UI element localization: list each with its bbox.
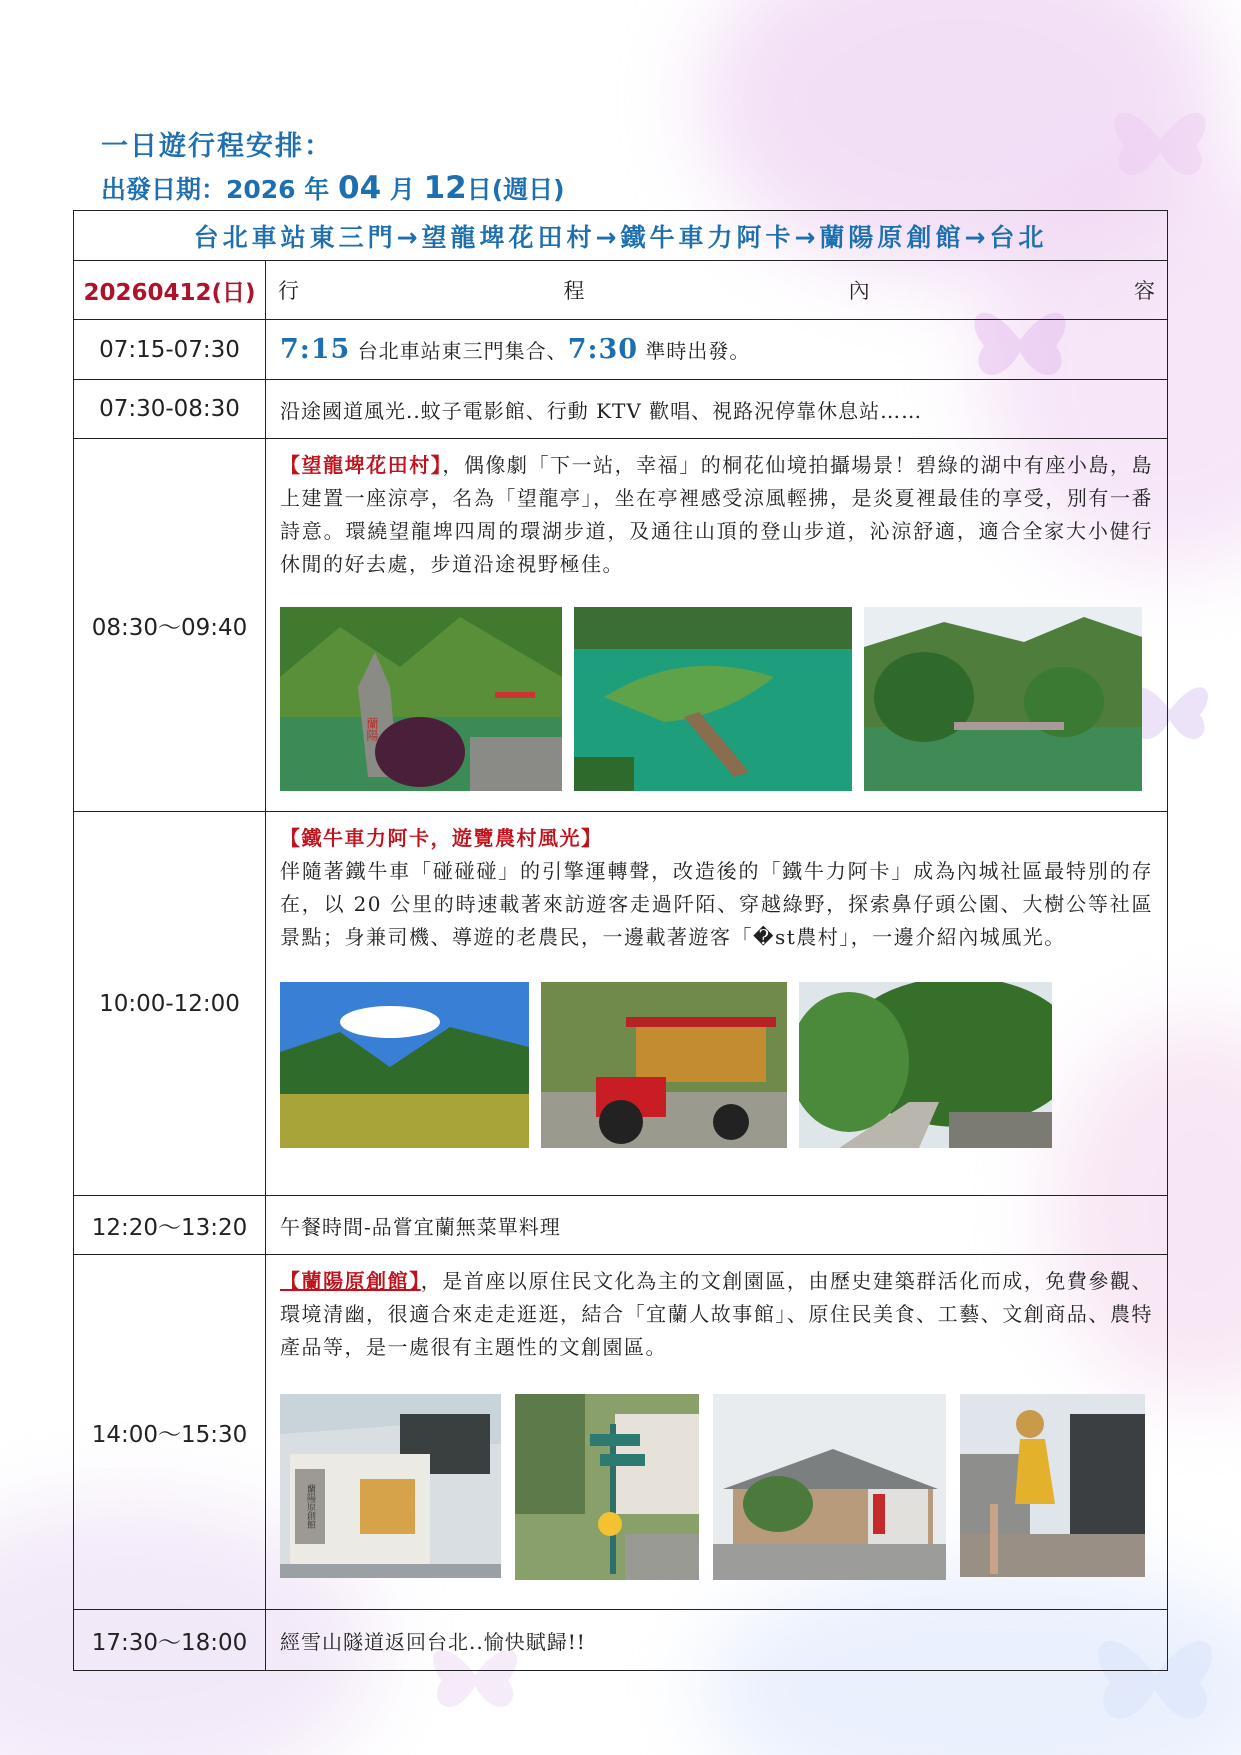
table-row <box>74 439 1168 812</box>
row-time: 10:00-12:00 <box>74 812 266 1196</box>
itinerary-table <box>73 210 1168 1671</box>
header-char: 內 <box>848 279 870 303</box>
departure-text: 準時出發。 <box>638 339 751 363</box>
attraction-title: 【鐵牛車力阿卡，遊覽農村風光】 <box>280 826 603 850</box>
table-row <box>74 320 1168 380</box>
header-date: 20260412(日) <box>74 261 266 320</box>
photo-stone-monument <box>280 607 562 791</box>
date-prefix: 出發日期：2026 年 <box>101 175 330 204</box>
row-time: 08:30～09:40 <box>74 439 266 812</box>
table-row <box>74 1610 1168 1671</box>
row-content <box>266 320 1168 380</box>
row-content: 午餐時間-品嘗宜蘭無菜單料理 <box>266 1196 1168 1255</box>
table-row <box>74 1255 1168 1610</box>
table-header-row <box>74 261 1168 320</box>
header-char: 行 <box>278 279 299 303</box>
row-time: 12:20～13:20 <box>74 1196 266 1255</box>
attraction-description: ，偶像劇「下一站，幸福」的桐花仙境拍攝場景！碧綠的湖中有座小島，島上建置一座涼亭，名為「望龍亭」，坐在亭裡感受涼風輕拂，是炎夏裡最佳的享受，別有一番詩意。環繞望龍埤四周的環湖步道，及通往山頂的登山步道，沁涼舒適，適合全家大小健行休閒的好去處，步道沿途視野極佳。 <box>280 453 1154 576</box>
header-content <box>266 261 1168 320</box>
attraction-description: ，是首座以原住民文化為主的文創園區，由歷史建築群活化而成，免費參觀、環境清幽，很適合來走走逛逛，結合「宜蘭人故事館」、原住民美食、工藝、文創商品、農特產品等，是一處很有主題性的文創園區。 <box>280 1269 1154 1359</box>
photo-museum-entrance <box>280 1394 501 1578</box>
row-time: 07:15-07:30 <box>74 320 266 380</box>
date-month-suffix: 月 <box>389 175 415 204</box>
row-content <box>266 1255 1168 1610</box>
row-content: 經雪山隧道返回台北..愉快賦歸!! <box>266 1610 1168 1671</box>
attraction-description: 伴隨著鐵牛車「碰碰碰」的引擎運轉聲，改造後的「鐵牛力阿卡」成為內城社區最特別的存在，以 20 公里的時速載著來訪遊客走過阡陌、穿越綠野，探索鼻仔頭公園、大樹公等社區景點；身兼司機、導遊的老農民，一邊載著遊客「�st農村」，一邊介紹內城風光。 <box>280 859 1153 949</box>
row-content: 沿途國道風光..蚊子電影館、行動 KTV 歡唱、視路況停靠休息站…… <box>266 380 1168 439</box>
photo-heritage-house <box>713 1394 946 1580</box>
photo-rice-fields <box>280 982 529 1148</box>
table-row <box>74 812 1168 1196</box>
museum-sign: 蘭陽原創館 <box>305 1484 315 1529</box>
header-char: 程 <box>563 279 585 303</box>
date-day: 12 <box>423 170 467 206</box>
attraction-title: 【蘭陽原創館】 <box>280 1269 421 1293</box>
photo-signpost <box>515 1394 699 1580</box>
attraction-title: 【望龍埤花田村】 <box>280 453 443 477</box>
photo-big-tree-road <box>799 982 1052 1148</box>
row-time: 17:30～18:00 <box>74 1610 266 1671</box>
photo-lake-island <box>574 607 852 791</box>
photo-lake-park <box>864 607 1142 791</box>
departure-date <box>101 170 565 206</box>
photo-dancer-sculpture <box>960 1394 1145 1577</box>
row-content <box>266 812 1168 1196</box>
meeting-time: 7:15 <box>280 334 351 365</box>
table-row <box>74 380 1168 439</box>
date-day-suffix: 日(週日) <box>466 175 565 204</box>
departure-time: 7:30 <box>567 334 639 365</box>
itinerary-title: 一日遊行程安排： <box>101 131 333 162</box>
meeting-text: 台北車站東三門集合、 <box>350 339 568 363</box>
row-content <box>266 439 1168 812</box>
header-char: 容 <box>1133 279 1155 303</box>
row-time: 07:30-08:30 <box>74 380 266 439</box>
date-month: 04 <box>338 170 382 206</box>
stone-inscription: 蘭陽 <box>365 717 379 741</box>
photo-tractor-cart <box>541 982 787 1148</box>
row-time: 14:00～15:30 <box>74 1255 266 1610</box>
table-row <box>74 1196 1168 1255</box>
route-summary: 台北車站東三門→望龍埤花田村→鐵牛車力阿卡→蘭陽原創館→台北 <box>74 211 1168 261</box>
